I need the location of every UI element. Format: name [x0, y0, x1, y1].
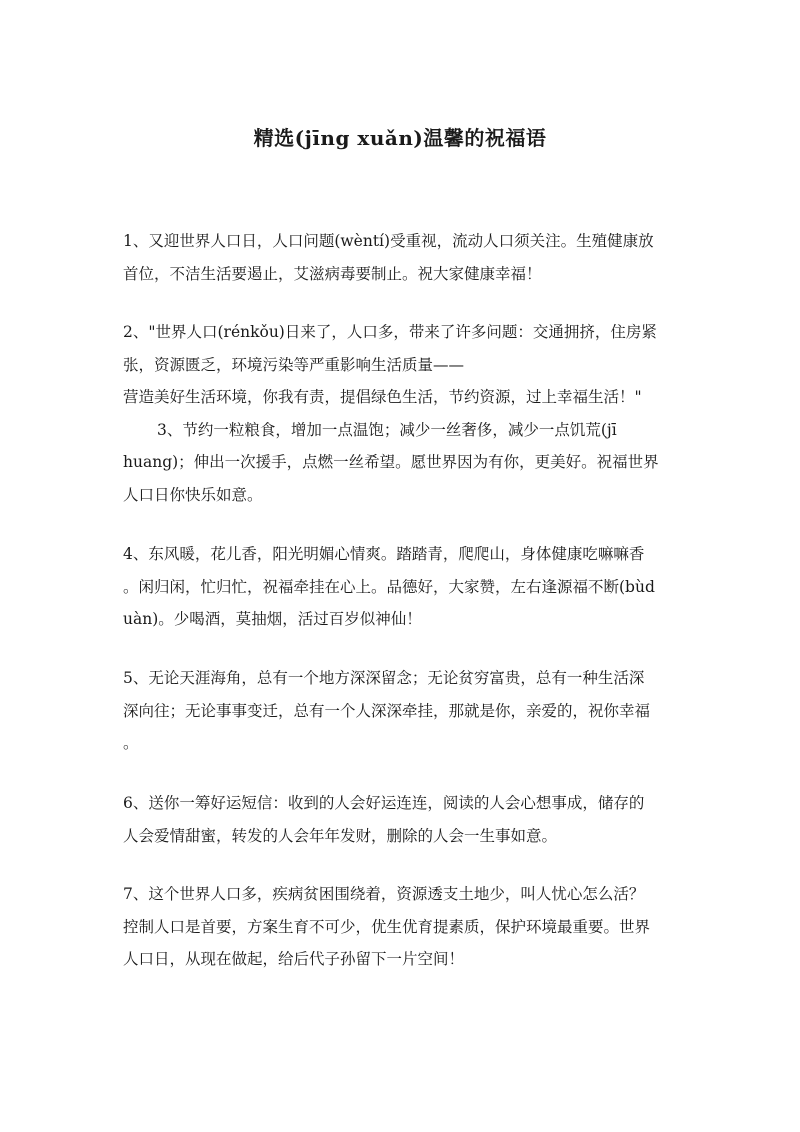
text-line: 。: [123, 734, 139, 752]
text-line: 人会爱情甜蜜，转发的人会年年发财，删除的人会一生事如意。: [123, 826, 558, 845]
text-line: 首位，不洁生活要遏止，艾滋病毒要制止。祝大家健康幸福！: [123, 264, 542, 283]
blessing-paragraph-7: [123, 878, 678, 976]
text-line: 深向往；无论事事变迁，总有一个人深深牵挂，那就是你，亲爱的，祝你幸福: [123, 701, 651, 720]
text-line: 张，资源匮乏，环境污染等严重影响生活质量——: [123, 355, 465, 374]
text-line: 5、无论天涯海角，总有一个地方深深留念；无论贫穷富贵，总有一种生活深: [123, 669, 645, 687]
text-line: 控制人口是首要，方案生育不可少，优生优育提素质，保护环境最重要。世界: [123, 917, 651, 936]
text-line: 7、这个世界人口多，疾病贫困围绕着，资源透支土地少，叫人忧心怎么活？: [123, 885, 645, 903]
blessing-paragraph-1: [123, 225, 678, 290]
text-line: 1、又迎世界人口日，人口问题(wèntí)受重视，流动人口须关注。生殖健康放: [123, 232, 654, 250]
blessing-paragraph-6: [123, 787, 678, 852]
text-line: 人口日，从现在做起，给后代子孙留下一片空间！: [123, 950, 465, 968]
text-line: 。闲归闲，忙归忙，祝福牵挂在心上。品德好，大家赞，左右逢源福不断(bùd: [123, 577, 655, 596]
blessing-paragraph-2: [123, 316, 678, 511]
text-line: 3、节约一粒粮食，增加一点温饱；减少一丝奢侈，减少一点饥荒(jī: [157, 420, 617, 439]
document-title: 精选(jīng xuǎn)温馨的祝福语: [253, 126, 547, 150]
text-line: 2、"世界人口(rénkǒu)日来了，人口多，带来了许多问题：交通拥挤，住房紧: [123, 323, 657, 341]
text-line: 人口日你快乐如意。: [123, 485, 263, 504]
blessing-paragraph-5: [123, 662, 678, 760]
text-line: uàn)。少喝酒，莫抽烟，活过百岁似神仙！: [123, 610, 422, 628]
text-line: 6、送你一筹好运短信：收到的人会好运连连，阅读的人会心想事成，储存的: [123, 794, 645, 812]
text-line: huang)；伸出一次援手，点燃一丝希望。愿世界因为有你，更美好。祝福世界: [123, 453, 659, 471]
blessing-paragraph-4: [123, 538, 678, 636]
text-line: 4、东风暖，花儿香，阳光明媚心情爽。踏踏青，爬爬山，身体健康吃嘛嘛香: [123, 545, 645, 563]
text-line: 营造美好生活环境，你我有责，提倡绿色生活，节约资源，过上幸福生活！": [123, 388, 642, 406]
